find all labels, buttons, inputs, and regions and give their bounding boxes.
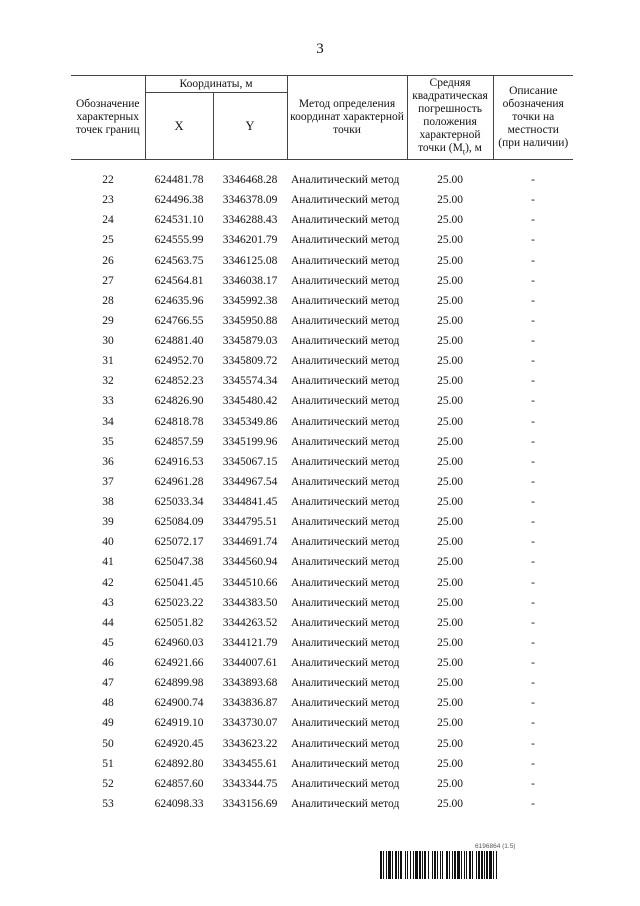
coord-y: 3346468.28 (222, 174, 278, 186)
header-description: Описание обозначения точки на местности (при наличии) (493, 76, 573, 160)
table-row (71, 593, 573, 613)
mean-error: 25.00 (437, 596, 463, 609)
point-number: 25 (102, 234, 114, 247)
coord-y: 3346201.79 (222, 234, 278, 247)
point-number: 33 (102, 395, 114, 408)
coord-y: 3345067.15 (222, 455, 278, 468)
coord-y: 3345809.72 (222, 355, 278, 368)
coord-x: 625051.82 (154, 616, 204, 629)
point-number: 36 (102, 455, 114, 468)
point-number: 38 (102, 496, 114, 508)
description: - (531, 777, 535, 790)
coord-y: 3344121.79 (222, 636, 278, 649)
coord-x: 624852.23 (154, 375, 204, 388)
document-code: 6196864 (1.5) (475, 843, 516, 850)
mean-error: 25.00 (437, 455, 463, 468)
description: - (531, 455, 535, 468)
coord-x: 624920.45 (154, 737, 204, 750)
coord-x: 624919.10 (154, 717, 204, 730)
coord-y: 3346288.43 (222, 214, 278, 227)
table-row (71, 472, 573, 492)
coord-y: 3344795.51 (222, 516, 278, 529)
mean-error: 25.00 (437, 294, 463, 307)
header-error-text: Средняя квадратическая погрешность положения характерной точки (M (412, 76, 488, 154)
coord-y: 3345879.03 (222, 335, 278, 347)
description: - (531, 375, 535, 388)
coord-x: 624555.99 (154, 234, 204, 247)
method: Аналитический метод (291, 395, 400, 408)
mean-error: 25.00 (437, 194, 463, 207)
coord-y: 3343156.69 (222, 797, 278, 810)
method: Аналитический метод (291, 576, 400, 589)
coord-y: 3345349.86 (222, 415, 278, 428)
coord-x: 624900.74 (154, 697, 204, 710)
table-row (71, 271, 573, 291)
table-row (71, 170, 573, 190)
page-number: 3 (316, 41, 324, 57)
coord-y: 3343730.07 (222, 717, 278, 730)
mean-error: 25.00 (437, 677, 463, 690)
coord-x: 624881.40 (154, 335, 204, 347)
table-row (71, 190, 573, 210)
description: - (531, 616, 535, 629)
point-number: 39 (102, 516, 114, 529)
coord-x: 624916.53 (154, 455, 204, 468)
mean-error: 25.00 (437, 174, 463, 186)
mean-error: 25.00 (437, 375, 463, 388)
coord-x: 624857.60 (154, 777, 204, 790)
mean-error: 25.00 (437, 757, 463, 770)
table-row (71, 371, 573, 391)
mean-error: 25.00 (437, 274, 463, 287)
mean-error: 25.00 (437, 335, 463, 347)
description: - (531, 697, 535, 710)
description: - (531, 536, 535, 549)
table-row (71, 653, 573, 673)
barcode (380, 851, 498, 879)
coord-x: 624857.59 (154, 435, 204, 448)
mean-error: 25.00 (437, 616, 463, 629)
point-number: 53 (102, 797, 114, 810)
table-row (71, 492, 573, 512)
point-number: 47 (102, 677, 114, 690)
mean-error: 25.00 (437, 777, 463, 790)
coord-y: 3343893.68 (222, 677, 278, 690)
point-number: 44 (102, 616, 114, 629)
description: - (531, 234, 535, 247)
description: - (531, 636, 535, 649)
mean-error: 25.00 (437, 234, 463, 247)
table-row (71, 311, 573, 331)
coord-y: 3345574.34 (222, 375, 278, 388)
coord-x: 624564.81 (154, 274, 204, 287)
coord-x: 624952.70 (154, 355, 204, 368)
method: Аналитический метод (291, 757, 400, 770)
description: - (531, 677, 535, 690)
coord-x: 625041.45 (154, 576, 204, 589)
point-number: 23 (102, 194, 114, 207)
description: - (531, 516, 535, 529)
header-designation: Обозначение характерных точек границ (71, 76, 145, 160)
description: - (531, 355, 535, 368)
point-number: 28 (102, 294, 114, 307)
method: Аналитический метод (291, 657, 400, 669)
mean-error: 25.00 (437, 636, 463, 649)
table-row (71, 734, 573, 754)
point-number: 34 (102, 415, 114, 428)
point-number: 40 (102, 536, 114, 549)
coord-x: 624899.98 (154, 677, 204, 690)
mean-error: 25.00 (437, 697, 463, 710)
coord-y: 3343836.87 (222, 697, 278, 710)
coord-y: 3345480.42 (222, 395, 278, 408)
coord-y: 3344841.45 (222, 496, 278, 508)
mean-error: 25.00 (437, 657, 463, 669)
table-row (71, 613, 573, 633)
point-number: 37 (102, 475, 114, 488)
point-number: 32 (102, 375, 114, 388)
method: Аналитический метод (291, 415, 400, 428)
header-x: X (145, 93, 213, 160)
description: - (531, 475, 535, 488)
method: Аналитический метод (291, 677, 400, 690)
coord-x: 624531.10 (154, 214, 204, 227)
table-row (71, 552, 573, 572)
table-row (71, 673, 573, 693)
coord-x: 625072.17 (154, 536, 204, 549)
coord-x: 625084.09 (154, 516, 204, 529)
table-row (71, 794, 573, 814)
point-number: 45 (102, 636, 114, 649)
header-error (407, 76, 493, 160)
method: Аналитический метод (291, 435, 400, 448)
table-row (71, 351, 573, 371)
table-row (71, 512, 573, 532)
point-number: 26 (102, 254, 114, 267)
description: - (531, 435, 535, 448)
method: Аналитический метод (291, 294, 400, 307)
method: Аналитический метод (291, 536, 400, 549)
coord-y: 3344263.52 (222, 616, 278, 629)
method: Аналитический метод (291, 314, 400, 327)
method: Аналитический метод (291, 737, 400, 750)
coord-y: 3346038.17 (222, 274, 278, 287)
table-row (71, 331, 573, 351)
mean-error: 25.00 (437, 395, 463, 408)
point-number: 48 (102, 697, 114, 710)
description: - (531, 314, 535, 327)
method: Аналитический метод (291, 234, 400, 247)
method: Аналитический метод (291, 274, 400, 287)
coord-x: 624921.66 (154, 657, 204, 669)
coord-y: 3344691.74 (222, 536, 278, 549)
mean-error: 25.00 (437, 717, 463, 730)
method: Аналитический метод (291, 355, 400, 368)
header-y: Y (213, 93, 287, 160)
method: Аналитический метод (291, 475, 400, 488)
coord-x: 624481.78 (154, 174, 204, 186)
method: Аналитический метод (291, 516, 400, 529)
point-number: 52 (102, 777, 114, 790)
point-number: 27 (102, 274, 114, 287)
mean-error: 25.00 (437, 435, 463, 448)
table-row (71, 291, 573, 311)
table-row (71, 532, 573, 552)
description: - (531, 254, 535, 267)
coord-y: 3345950.88 (222, 314, 278, 327)
mean-error: 25.00 (437, 516, 463, 529)
coord-y: 3344967.54 (222, 475, 278, 488)
coord-y: 3343455.61 (222, 757, 278, 770)
point-number: 43 (102, 596, 114, 609)
method: Аналитический метод (291, 214, 400, 227)
method: Аналитический метод (291, 636, 400, 649)
coord-x: 624961.28 (154, 475, 204, 488)
description: - (531, 757, 535, 770)
table-row (71, 693, 573, 713)
table-row (71, 573, 573, 593)
description: - (531, 596, 535, 609)
coord-y: 3346125.08 (222, 254, 278, 267)
point-number: 30 (102, 335, 114, 347)
point-number: 42 (102, 576, 114, 589)
method: Аналитический метод (291, 335, 400, 347)
method: Аналитический метод (291, 717, 400, 730)
table-row (71, 251, 573, 271)
table-row (71, 774, 573, 794)
coord-x: 624496.38 (154, 194, 204, 207)
mean-error: 25.00 (437, 415, 463, 428)
point-number: 29 (102, 314, 114, 327)
mean-error: 25.00 (437, 576, 463, 589)
description: - (531, 174, 535, 186)
mean-error: 25.00 (437, 475, 463, 488)
method: Аналитический метод (291, 455, 400, 468)
coord-y: 3345992.38 (222, 294, 278, 307)
mean-error: 25.00 (437, 556, 463, 569)
mean-error: 25.00 (437, 797, 463, 810)
description: - (531, 737, 535, 750)
header-coordinates: Координаты, м (145, 76, 287, 93)
coord-x: 624826.90 (154, 395, 204, 408)
point-number: 49 (102, 717, 114, 730)
coord-y: 3343344.75 (222, 777, 278, 790)
description: - (531, 294, 535, 307)
header-error-sub: t (462, 147, 466, 157)
coord-x: 624098.33 (154, 797, 204, 810)
method: Аналитический метод (291, 375, 400, 388)
method: Аналитический метод (291, 797, 400, 810)
coord-y: 3345199.96 (222, 435, 278, 448)
description: - (531, 395, 535, 408)
method: Аналитический метод (291, 496, 400, 508)
mean-error: 25.00 (437, 536, 463, 549)
method: Аналитический метод (291, 194, 400, 207)
description: - (531, 556, 535, 569)
point-number: 51 (102, 757, 114, 770)
description: - (531, 576, 535, 589)
table-row (71, 210, 573, 230)
description: - (531, 496, 535, 508)
method: Аналитический метод (291, 254, 400, 267)
coord-x: 624563.75 (154, 254, 204, 267)
coord-y: 3344510.66 (222, 576, 278, 589)
coord-y: 3346378.09 (222, 194, 278, 207)
point-number: 50 (102, 737, 114, 750)
method: Аналитический метод (291, 556, 400, 569)
coord-x: 625047.38 (154, 556, 204, 569)
description: - (531, 415, 535, 428)
table-row (71, 633, 573, 653)
table-row (71, 391, 573, 411)
description: - (531, 657, 535, 669)
table-row (71, 230, 573, 250)
coord-y: 3344383.50 (222, 596, 278, 609)
method: Аналитический метод (291, 697, 400, 710)
description: - (531, 335, 535, 347)
coord-y: 3344560.94 (222, 556, 278, 569)
description: - (531, 214, 535, 227)
coord-y: 3343623.22 (222, 737, 278, 750)
table-row (71, 412, 573, 432)
coord-x: 625023.22 (154, 596, 204, 609)
mean-error: 25.00 (437, 355, 463, 368)
table-row (71, 452, 573, 472)
mean-error: 25.00 (437, 254, 463, 267)
description: - (531, 194, 535, 207)
table-header (71, 75, 573, 160)
header-method: Метод определения координат характерной точки (287, 76, 407, 160)
coord-y: 3344007.61 (222, 657, 278, 669)
description: - (531, 797, 535, 810)
method: Аналитический метод (291, 777, 400, 790)
point-number: 24 (102, 214, 114, 227)
mean-error: 25.00 (437, 214, 463, 227)
method: Аналитический метод (291, 616, 400, 629)
point-number: 41 (102, 556, 114, 569)
table-row (71, 432, 573, 452)
point-number: 46 (102, 657, 114, 669)
coord-x: 624960.03 (154, 636, 204, 649)
table-row (71, 713, 573, 733)
method: Аналитический метод (291, 174, 400, 186)
table-row (71, 754, 573, 774)
coord-x: 624818.78 (154, 415, 204, 428)
point-number: 22 (102, 174, 114, 186)
coord-x: 624766.55 (154, 314, 204, 327)
header-error-unit: ), м (465, 141, 482, 154)
mean-error: 25.00 (437, 737, 463, 750)
coordinates-table-body (71, 170, 573, 814)
point-number: 35 (102, 435, 114, 448)
mean-error: 25.00 (437, 314, 463, 327)
mean-error: 25.00 (437, 496, 463, 508)
description: - (531, 274, 535, 287)
coord-x: 625033.34 (154, 496, 204, 508)
method: Аналитический метод (291, 596, 400, 609)
description: - (531, 717, 535, 730)
point-number: 31 (102, 355, 114, 368)
coord-x: 624892.80 (154, 757, 204, 770)
coord-x: 624635.96 (154, 294, 204, 307)
